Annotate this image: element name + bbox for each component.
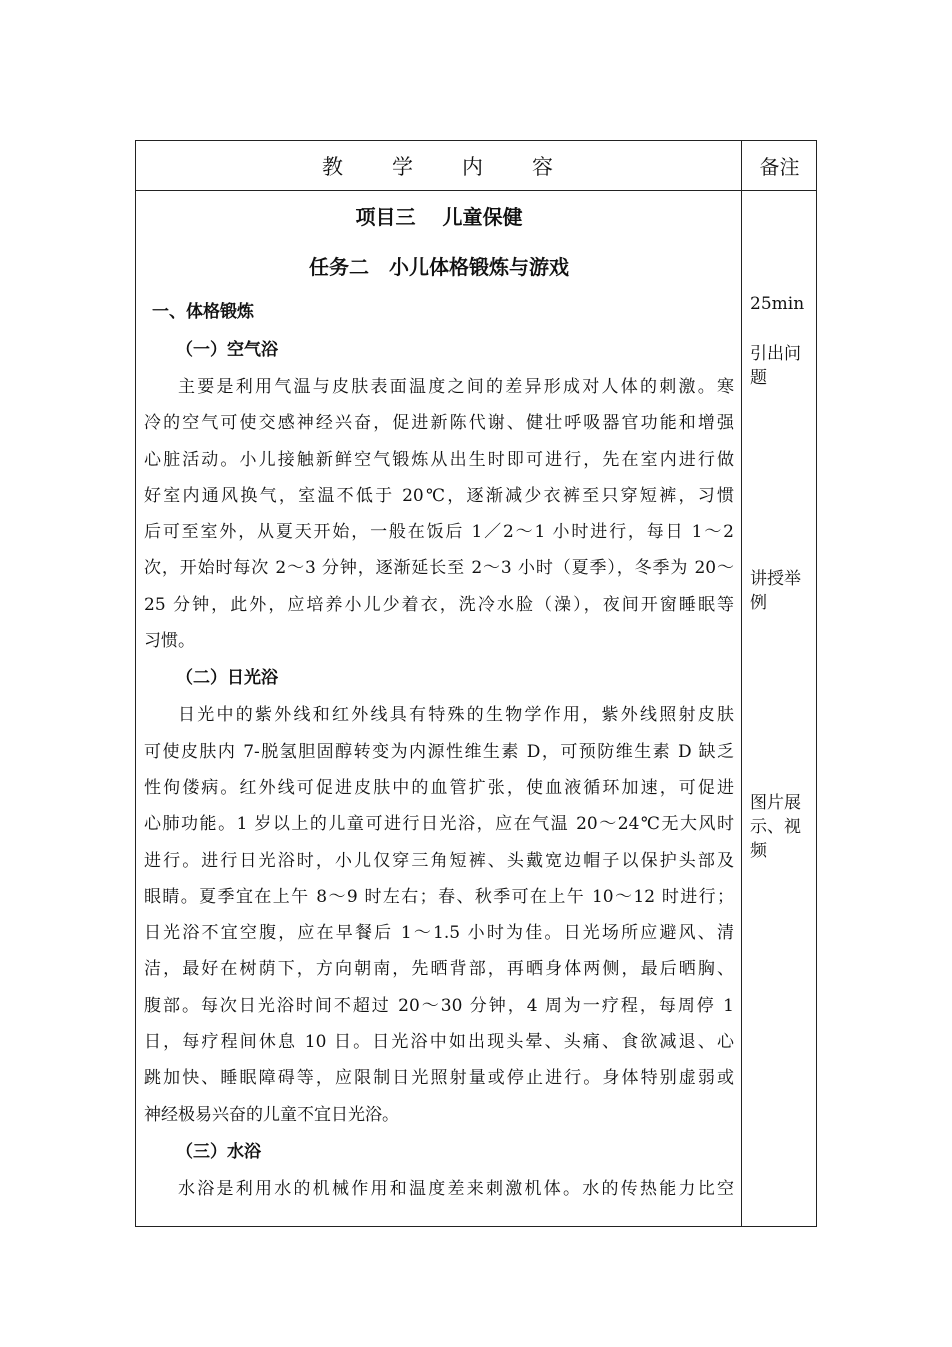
project-title: 项目三 儿童保健 bbox=[355, 205, 523, 229]
note-duration: 25min bbox=[750, 294, 805, 314]
text-line: 跳加快、睡眠障碍等，应限制日光照射量或停止进行。身体特别虚弱或 bbox=[144, 1068, 734, 1089]
text-line: 冷的空气可使交感神经兴奋，促进新陈代谢、健壮呼吸器官功能和增强 bbox=[144, 413, 734, 434]
paragraph-air-bath bbox=[144, 369, 734, 659]
header-char: 教 bbox=[321, 154, 346, 179]
subsection-heading: （一）空气浴 bbox=[176, 340, 278, 360]
text-line: 洁，最好在树荫下，方向朝南，先晒背部，再晒身体两侧，最后晒胸、 bbox=[144, 959, 734, 980]
header-note-cell: 备注 bbox=[759, 155, 800, 179]
note-method-2: 讲授举例 bbox=[750, 569, 801, 613]
note-method-3: 图片展示、视频 bbox=[750, 793, 801, 861]
text-line: 主要是利用气温与皮肤表面温度之间的差异形成对人体的刺激。寒 bbox=[178, 377, 734, 397]
text-line: 日光浴不宜空腹，应在早餐后 1～1.5 小时为佳。日光场所应避风、清 bbox=[144, 923, 734, 944]
text-line: 次，开始时每次 2～3 分钟，逐渐延长至 2～3 小时（夏季），冬季为 20～ bbox=[144, 558, 734, 579]
text-line: 日光中的紫外线和红外线具有特殊的生物学作用，紫外线照射皮肤 bbox=[178, 705, 734, 726]
text-line: 日，每疗程间休息 10 日。日光浴中如出现头晕、头痛、食欲减退、心 bbox=[144, 1032, 734, 1053]
content-cell bbox=[144, 191, 734, 1207]
text-line: 性佝偻病。红外线可促进皮肤中的血管扩张，使血液循环加速，可促进 bbox=[144, 777, 734, 798]
header-content-cell bbox=[136, 141, 741, 190]
text-line: 可使皮肤内 7-脱氢胆固醇转变为内源性维生素 D，可预防维生素 D 缺乏 bbox=[144, 741, 734, 762]
text-line: 后可至室外，从夏天开始，一般在饭后 1／2～1 小时进行，每日 1～2 bbox=[144, 522, 734, 543]
text-line: 心脏活动。小儿接触新鲜空气锻炼从出生时即可进行，先在室内进行做 bbox=[144, 449, 734, 470]
column-divider bbox=[741, 141, 742, 1226]
task-title: 任务二 小儿体格锻炼与游戏 bbox=[309, 255, 569, 279]
text-line: 水浴是利用水的机械作用和温度差来刺激机体。水的传热能力比空 bbox=[178, 1178, 734, 1199]
subsection-heading: （二）日光浴 bbox=[176, 668, 278, 689]
header-char: 内 bbox=[461, 154, 486, 179]
header-char: 学 bbox=[391, 154, 416, 179]
text-line: 好室内通风换气，室温不低于 20℃，逐渐减少衣裤至只穿短裤，习惯 bbox=[144, 485, 734, 506]
paragraph-sun-bath bbox=[144, 697, 734, 1133]
text-line: 神经极易兴奋的儿童不宜日光浴。 bbox=[144, 1104, 399, 1125]
note-method-1: 引出问题 bbox=[750, 344, 801, 388]
lesson-table bbox=[135, 140, 817, 1227]
text-line: 眼睛。夏季宜在上午 8～9 时左右；春、秋季可在上午 10～12 时进行； bbox=[144, 886, 734, 907]
subsection-heading: （三）水浴 bbox=[176, 1141, 261, 1162]
text-line: 25 分钟，此外，应培养小儿少着衣，洗冷水脸（澡），夜间开窗睡眠等 bbox=[144, 594, 734, 615]
paragraph-water-bath bbox=[144, 1171, 734, 1207]
text-line: 进行。进行日光浴时，小儿仅穿三角短裤、头戴宽边帽子以保护头部及 bbox=[144, 850, 734, 871]
section-heading: 一、体格锻炼 bbox=[152, 302, 254, 322]
text-line: 腹部。每次日光浴时间不超过 20～30 分钟，4 周为一疗程，每周停 1 bbox=[144, 995, 734, 1016]
header-char: 容 bbox=[531, 154, 556, 179]
text-line: 习惯。 bbox=[144, 631, 195, 652]
text-line: 心肺功能。1 岁以上的儿童可进行日光浴，应在气温 20～24℃无大风时 bbox=[144, 814, 734, 835]
